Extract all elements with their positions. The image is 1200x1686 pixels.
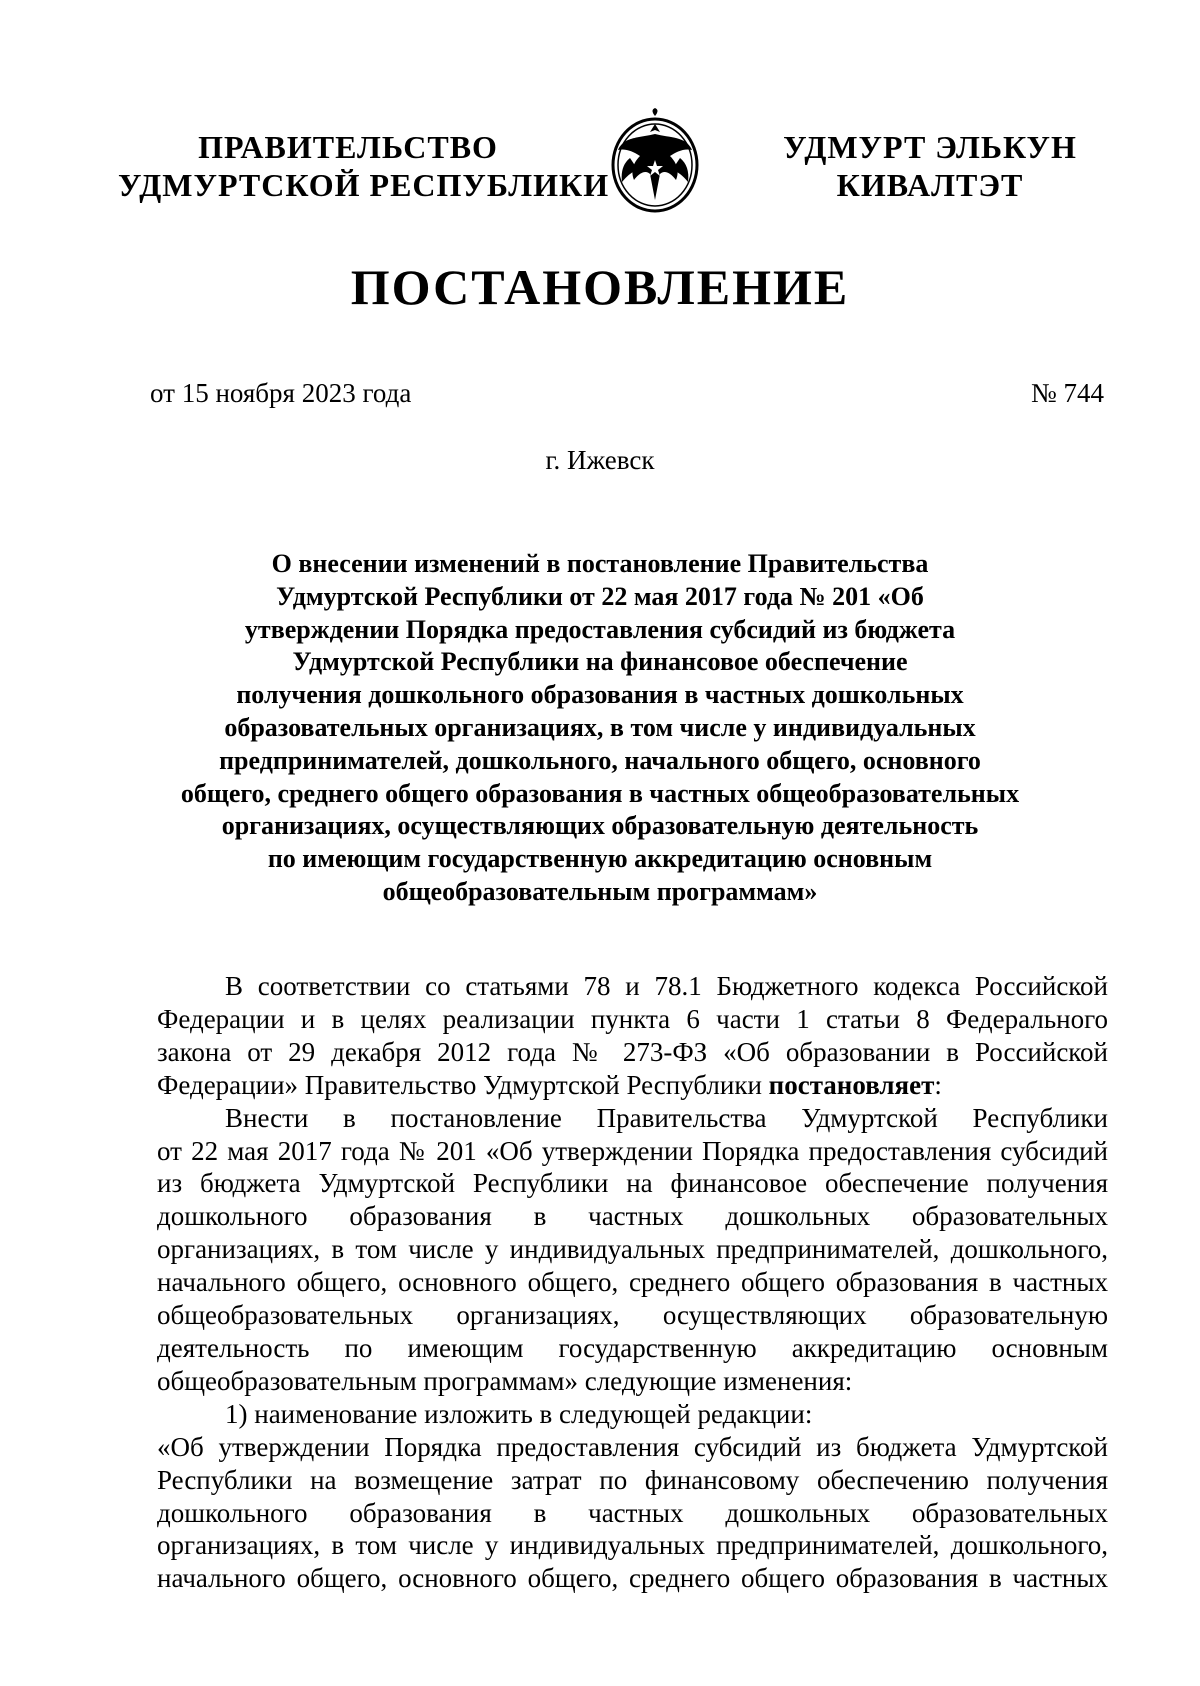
body-line: общеобразовательным программам» следующие изменения: [157, 1365, 853, 1396]
document-number: № 744 [1030, 378, 1104, 408]
title-line: по имеющим государственную аккредитацию основным [267, 844, 933, 874]
body-line: дошкольного образования в частных дошкольных образовательных [157, 1497, 1108, 1528]
document-type-heading: ПОСТАНОВЛЕНИЕ [350, 259, 850, 315]
document-place: г. Ижевск [545, 445, 655, 475]
title-line: организациях, осуществляющих образовательную деятельность [221, 811, 979, 841]
document-date: от 15 ноября 2023 года [150, 378, 412, 408]
document-title [150, 548, 1050, 909]
decree-keyword: постановляет [768, 1069, 935, 1100]
body-line: Республики на возмещение затрат по финансовому обеспечению получения [157, 1464, 1108, 1495]
body-line: Внести в постановление Правительства Удмуртской Республики [225, 1102, 1108, 1133]
body-line: общеобразовательных организациях, осуществляющих образовательную [157, 1300, 1108, 1331]
title-line: общего, среднего общего образования в частных общеобразовательных [180, 778, 1020, 808]
issuer-russian [118, 128, 610, 204]
body-text: : [934, 1069, 942, 1100]
document-body [157, 970, 1108, 1595]
body-line: от 22 мая 2017 года № 201 «Об утверждении Порядка предоставления субсидий [157, 1135, 1108, 1166]
issuer-udmurt-line2: КИВАЛТЭТ [836, 167, 1024, 203]
title-line: Удмуртской Республики на финансовое обеспечение [292, 647, 908, 677]
coat-of-arms-icon [600, 108, 710, 218]
title-line: образовательных организациях, в том числе у индивидуальных [224, 712, 976, 742]
body-line: начального общего, основного общего, среднего общего образования в частных [157, 1267, 1108, 1298]
body-line: из бюджета Удмуртской Республики на финансовое обеспечение получения [157, 1168, 1108, 1199]
body-line: закона от 29 декабря 2012 года № 273-ФЗ «Об образовании в Российской [157, 1036, 1108, 1067]
title-line: общеобразовательным программам» [382, 876, 818, 906]
title-line: утверждении Порядка предоставления субсидий из бюджета [244, 614, 956, 644]
issuer-udmurt-line1: УДМУРТ ЭЛЬКУН [783, 129, 1077, 165]
title-line: Удмуртской Республики от 22 мая 2017 года № 201 «Об [276, 581, 924, 611]
body-text: Федерации» Правительство Удмуртской Республики [157, 1069, 769, 1100]
issuer-udmurt [770, 128, 1090, 204]
issuer-russian-line2: УДМУРТСКОЙ РЕСПУБЛИКИ [118, 167, 610, 203]
body-line: дошкольного образования в частных дошкольных образовательных [157, 1201, 1108, 1232]
body-line: организациях, в том числе у индивидуальных предпринимателей, дошкольного, [157, 1234, 1108, 1265]
title-line: О внесении изменений в постановление Правительства [271, 549, 929, 578]
body-line: «Об утверждении Порядка предоставления субсидий из бюджета Удмуртской [157, 1431, 1108, 1462]
list-item: 1) наименование изложить в следующей редакции: [225, 1398, 813, 1429]
body-line: организациях, в том числе у индивидуальных предпринимателей, дошкольного, [157, 1530, 1108, 1561]
body-line: деятельность по имеющим государственную аккредитацию основным [157, 1332, 1108, 1363]
issuer-russian-line1: ПРАВИТЕЛЬСТВО [198, 129, 498, 165]
body-line: Федерации и в целях реализации пункта 6 части 1 статьи 8 Федерального [157, 1003, 1108, 1034]
body-line: начального общего, основного общего, среднего общего образования в частных [157, 1563, 1108, 1594]
body-line: В соответствии со статьями 78 и 78.1 Бюджетного кодекса Российской [225, 971, 1108, 1001]
title-line: предпринимателей, дошкольного, начального общего, основного [219, 745, 981, 775]
title-line: получения дошкольного образования в частных дошкольных [236, 680, 964, 710]
body-line [157, 1069, 1108, 1102]
